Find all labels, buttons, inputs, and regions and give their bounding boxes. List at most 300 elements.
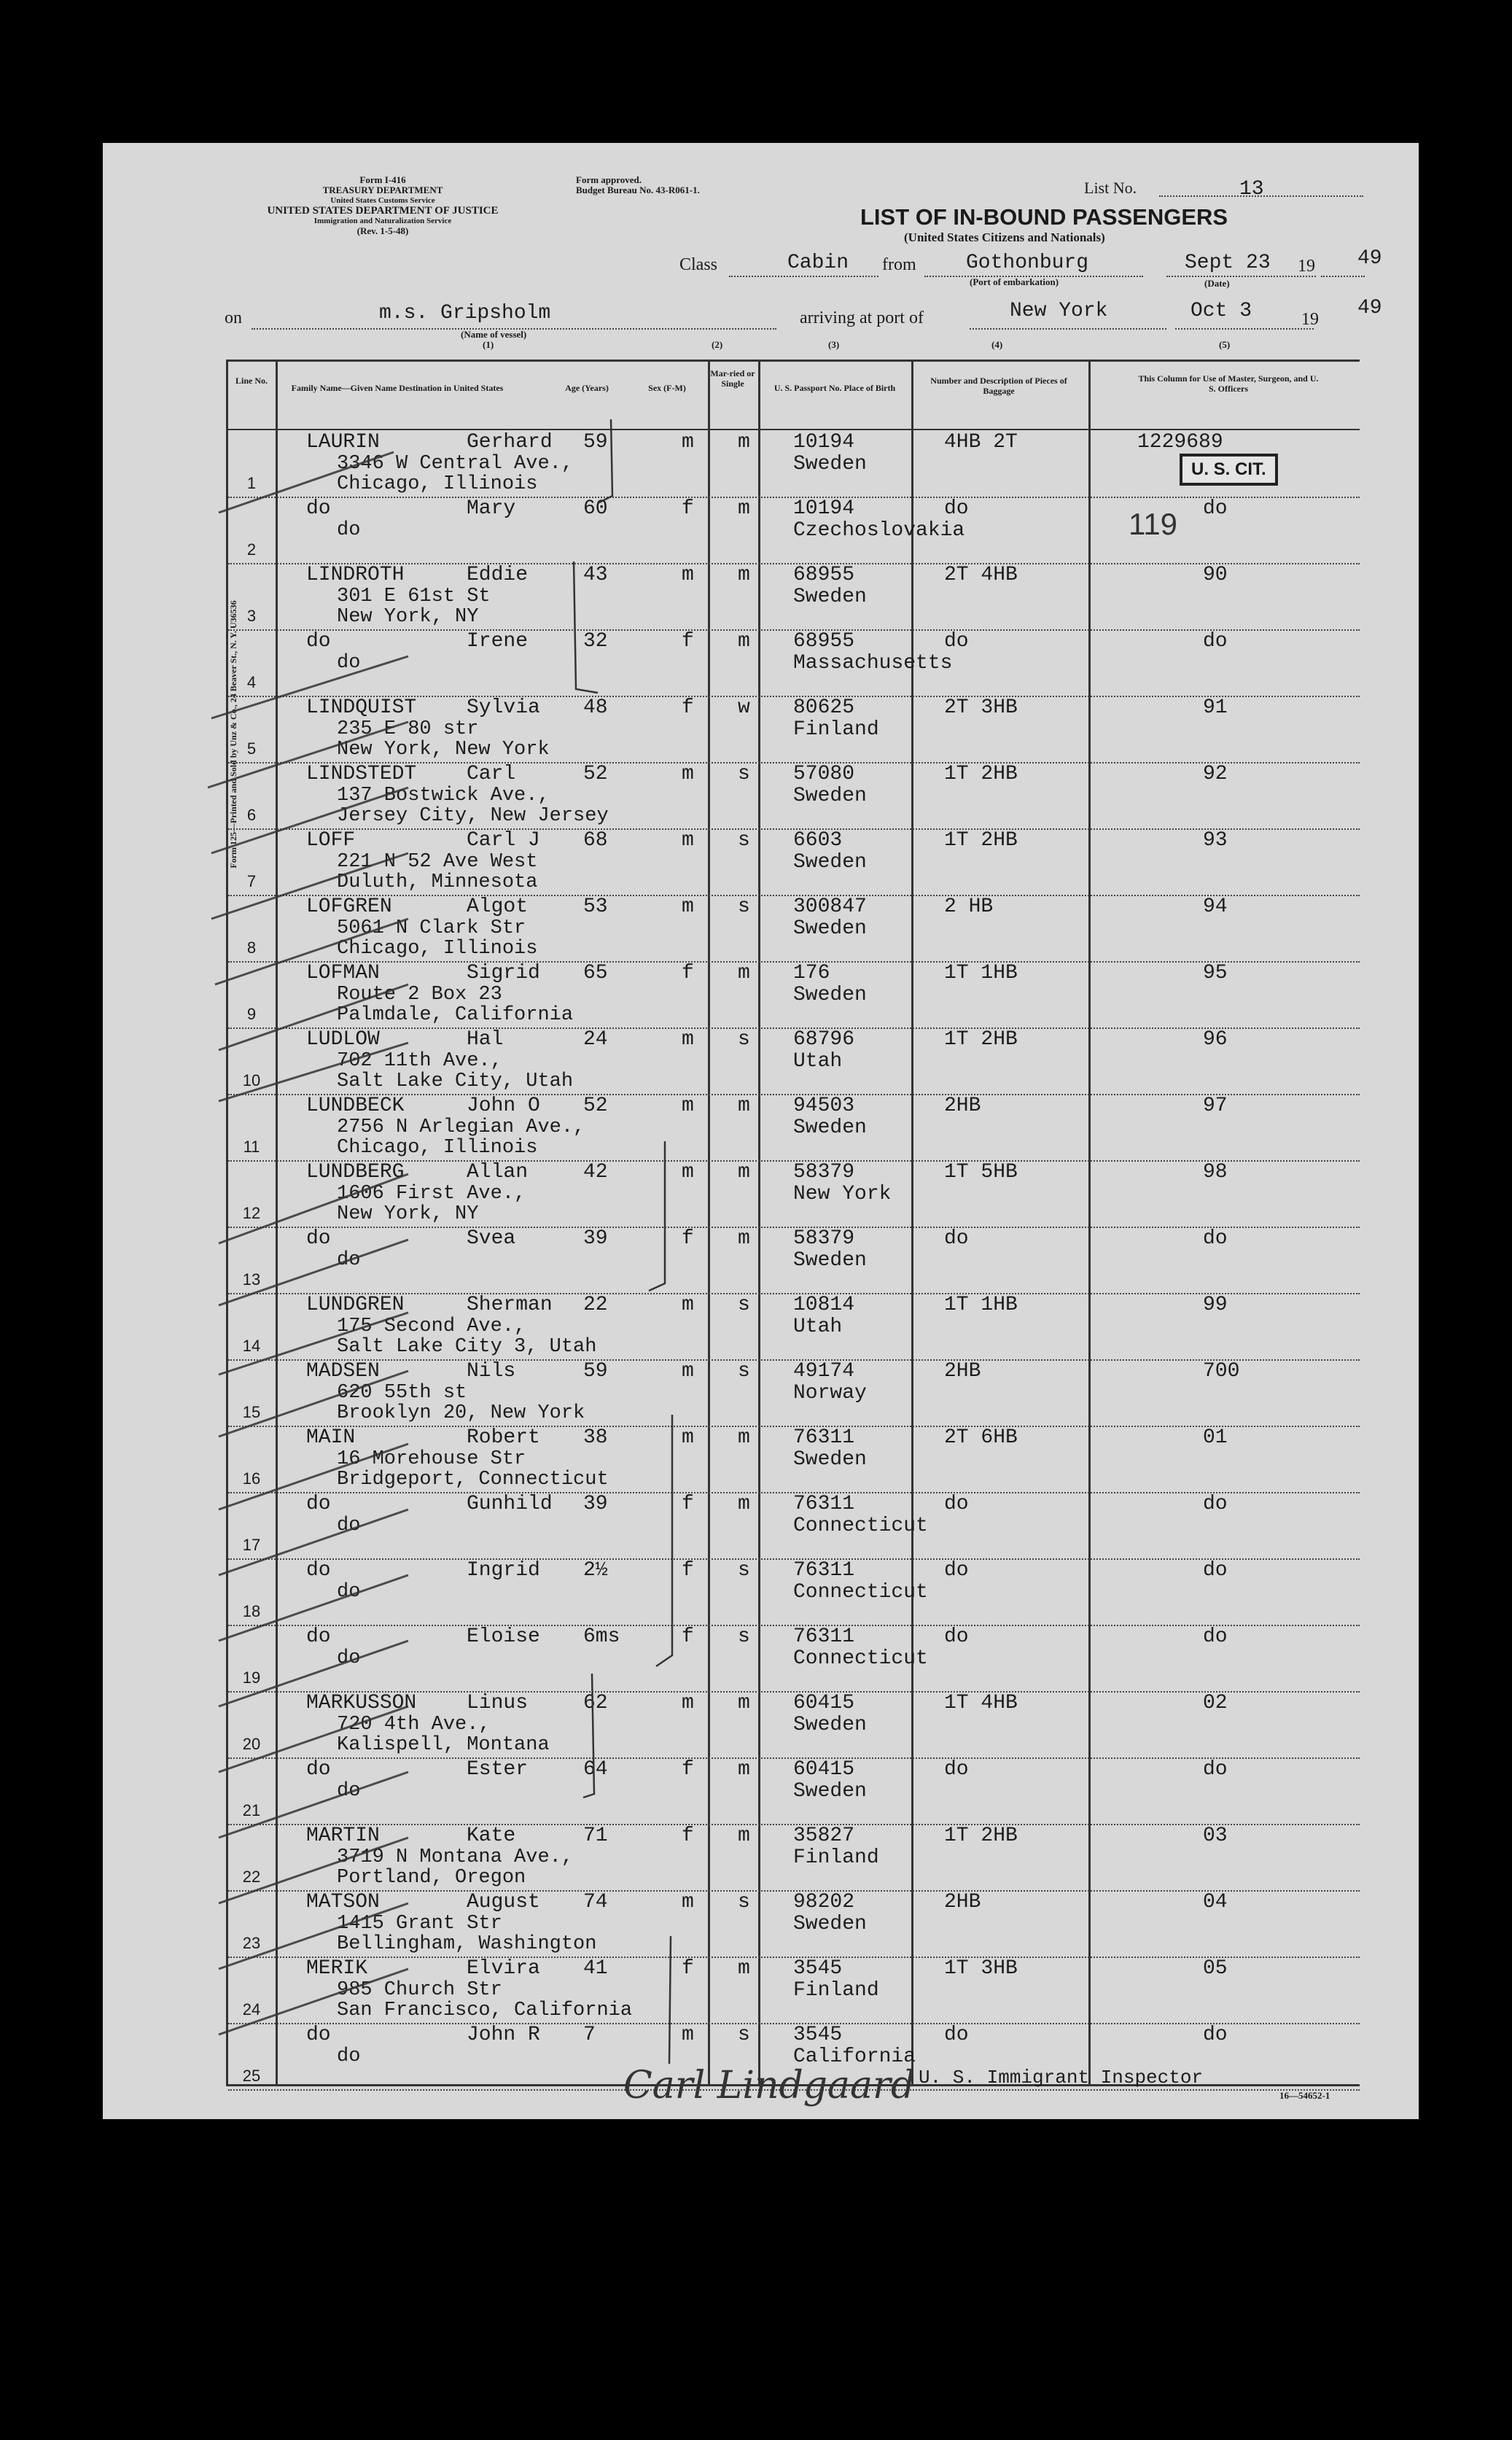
passenger-passport-no: 80625: [793, 696, 855, 719]
passenger-passport-no: 58379: [793, 1161, 855, 1184]
passenger-sex: f: [682, 1957, 694, 1980]
passenger-baggage: do: [944, 497, 969, 520]
passenger-family-name: LINDQUIST: [306, 696, 417, 719]
passenger-sex: m: [682, 895, 694, 918]
passenger-passport-no: 6603: [793, 829, 843, 852]
passenger-passport-no: 176: [793, 962, 830, 984]
passenger-baggage: do: [944, 1559, 969, 1582]
passenger-given-name: Svea: [467, 1227, 516, 1250]
passenger-passport-no: 10814: [793, 1294, 855, 1316]
line-number: 7: [246, 872, 257, 890]
passenger-officer-note: 01: [1203, 1426, 1228, 1449]
passenger-address-line2: Bridgeport, Connecticut: [337, 1469, 609, 1491]
passenger-marital-status: m: [738, 431, 750, 454]
passenger-passport-no: 76311: [793, 1559, 855, 1582]
passenger-family-name: MARTIN: [306, 1825, 380, 1847]
header-officers: This Column for Use of Master, Surgeon, and U. S. Officers: [1138, 373, 1319, 394]
passenger-family-name: do: [306, 1625, 331, 1648]
passenger-birthplace: Sweden: [793, 586, 867, 608]
passenger-given-name: John O: [467, 1095, 540, 1117]
passenger-passport-no: 35827: [793, 1825, 855, 1847]
passenger-birthplace: Sweden: [793, 1913, 867, 1935]
passenger-sex: m: [682, 763, 694, 785]
dept-treasury: TREASURY DEPARTMENT: [322, 184, 443, 195]
passenger-age: 2½: [583, 1559, 608, 1582]
passenger-given-name: Sigrid: [467, 962, 540, 984]
passenger-sex: m: [682, 829, 694, 852]
passenger-baggage: 2T 3HB: [944, 696, 1018, 719]
passenger-marital-status: s: [738, 1559, 750, 1582]
passenger-sex: m: [682, 431, 694, 454]
line-number: 25: [242, 2067, 261, 2085]
from-value: Gothonburg: [966, 252, 1089, 274]
passenger-birthplace: Sweden: [793, 851, 867, 874]
line-number: 22: [242, 1868, 261, 1886]
passenger-given-name: Eddie: [467, 564, 529, 586]
passenger-address-line1: 720 4th Ave.,: [337, 1714, 491, 1736]
passenger-family-name: do: [306, 1758, 331, 1781]
dept-justice-sub: Immigration and Naturalization Service: [313, 217, 452, 225]
passenger-officer-note: do: [1203, 1758, 1228, 1781]
passenger-marital-status: m: [738, 630, 750, 653]
passenger-age: 39: [583, 1493, 608, 1515]
line-number: 8: [246, 939, 257, 957]
passenger-address-line2: Duluth, Minnesota: [337, 871, 538, 893]
year2-value: 49: [1357, 297, 1382, 319]
arrival-port: New York: [1010, 300, 1108, 322]
passenger-sex: f: [682, 696, 694, 719]
passenger-family-name: do: [306, 1493, 331, 1515]
passenger-sex: m: [682, 1692, 694, 1714]
dept-treasury-sub: United States Customs Service: [330, 196, 435, 205]
passenger-baggage: 1T 1HB: [944, 962, 1018, 984]
col3-number: (3): [828, 339, 840, 350]
passenger-address-line1: do: [337, 2045, 361, 2067]
arriving-label: arriving at port of: [800, 308, 924, 327]
on-label: on: [225, 308, 242, 327]
passenger-officer-note: 96: [1203, 1028, 1228, 1051]
passenger-birthplace: Utah: [793, 1316, 843, 1338]
passenger-birthplace: Czechoslovakia: [793, 519, 965, 542]
passenger-officer-note: 90: [1203, 564, 1228, 586]
passenger-baggage: do: [944, 1758, 969, 1781]
passenger-address-line1: 5061 N Clark Str: [337, 917, 526, 939]
passenger-address-line1: 221 N 52 Ave West: [337, 851, 538, 873]
passenger-address-line1: 3346 W Central Ave.,: [337, 453, 574, 475]
passenger-given-name: Carl: [467, 763, 516, 785]
passenger-address-line1: 235 E 80 str: [337, 718, 479, 740]
passenger-baggage: 4HB 2T: [944, 431, 1018, 454]
passenger-address-line2: Salt Lake City, Utah: [337, 1071, 574, 1092]
class-label: Class: [679, 255, 718, 274]
passenger-sex: m: [682, 1294, 694, 1316]
passenger-sex: f: [682, 1559, 694, 1582]
passenger-sex: m: [682, 2024, 694, 2046]
passenger-family-name: do: [306, 1559, 331, 1582]
stamp-text: U. S. CIT.: [1191, 459, 1266, 479]
passenger-age: 38: [583, 1426, 608, 1449]
passenger-sex: f: [682, 497, 694, 520]
passenger-officer-note: 1229689: [1137, 431, 1223, 454]
passenger-officer-note: do: [1203, 2024, 1228, 2046]
passenger-sex: m: [682, 1161, 694, 1184]
revision: (Rev. 1-5-48): [356, 225, 409, 236]
passenger-passport-no: 94503: [793, 1095, 855, 1117]
passenger-birthplace: California: [793, 2045, 916, 2068]
passenger-passport-no: 60415: [793, 1692, 855, 1714]
port-embark-label: (Port of embarkation): [970, 276, 1059, 287]
from-label: from: [882, 255, 916, 274]
passenger-baggage: 1T 2HB: [944, 763, 1018, 785]
line-number: 23: [242, 1934, 261, 1952]
passenger-address-line1: 175 Second Ave.,: [337, 1316, 526, 1337]
passenger-baggage: do: [944, 1625, 969, 1648]
passenger-age: 22: [583, 1294, 608, 1316]
passenger-passport-no: 3545: [793, 2024, 843, 2046]
passenger-birthplace: Sweden: [793, 1714, 867, 1736]
passenger-passport-no: 98202: [793, 1891, 855, 1913]
passenger-officer-note: do: [1203, 1493, 1228, 1515]
passenger-baggage: do: [944, 630, 969, 653]
passenger-address-line1: 16 Morehouse Str: [337, 1448, 526, 1470]
passenger-age: 64: [583, 1758, 608, 1781]
passenger-birthplace: Sweden: [793, 453, 867, 475]
passenger-address-line2: New York, New York: [337, 739, 550, 761]
header-line-no: Line No.: [235, 376, 268, 386]
passenger-address-line2: Palmdale, California: [337, 1004, 574, 1026]
header-name: Family Name—Given Name Destination in United States: [291, 383, 504, 393]
passenger-marital-status: m: [738, 1758, 750, 1781]
passenger-marital-status: s: [738, 1360, 750, 1383]
passenger-birthplace: Sweden: [793, 917, 867, 940]
passenger-baggage: 1T 2HB: [944, 1825, 1018, 1847]
passenger-marital-status: s: [738, 1294, 750, 1316]
stamp-number: 119: [1129, 507, 1177, 541]
passenger-marital-status: s: [738, 829, 750, 852]
passenger-given-name: John R: [467, 2024, 540, 2046]
passenger-age: 59: [583, 431, 608, 454]
passenger-address-line1: do: [337, 1647, 361, 1669]
dept-justice: UNITED STATES DEPARTMENT OF JUSTICE: [267, 205, 499, 217]
passenger-given-name: Robert: [467, 1426, 540, 1449]
col1-number: (1): [483, 339, 494, 350]
passenger-marital-status: m: [738, 1095, 750, 1117]
col2-number: (2): [712, 339, 723, 350]
line-number: 19: [242, 1668, 261, 1687]
passenger-sex: f: [682, 1758, 694, 1781]
passenger-officer-note: 91: [1203, 696, 1228, 719]
passenger-address-line1: do: [337, 652, 361, 674]
passenger-birthplace: Finland: [793, 1979, 879, 2002]
header-age: Age (Years): [565, 383, 609, 393]
form-number: Form I-416: [359, 174, 406, 185]
passenger-baggage: 1T 3HB: [944, 1957, 1018, 1980]
passenger-baggage: 1T 5HB: [944, 1161, 1018, 1184]
passenger-age: 52: [583, 763, 608, 785]
passenger-address-line1: 3719 N Montana Ave.,: [337, 1846, 574, 1868]
passenger-officer-note: 95: [1203, 962, 1228, 984]
line-number: 9: [246, 1005, 257, 1023]
passenger-age: 68: [583, 829, 608, 852]
passenger-birthplace: Sweden: [793, 984, 867, 1006]
passenger-age: 74: [583, 1891, 608, 1913]
passenger-officer-note: do: [1203, 630, 1228, 653]
passenger-sex: m: [682, 1095, 694, 1117]
passenger-passport-no: 68796: [793, 1028, 855, 1051]
passenger-age: 62: [583, 1692, 608, 1714]
passenger-marital-status: s: [738, 2024, 750, 2046]
passenger-passport-no: 10194: [793, 497, 855, 520]
passenger-given-name: Allan: [467, 1161, 529, 1184]
passenger-passport-no: 49174: [793, 1360, 855, 1383]
passenger-marital-status: s: [738, 1891, 750, 1913]
line-number: 18: [242, 1602, 261, 1620]
passenger-officer-note: 92: [1203, 763, 1228, 785]
line-number: 12: [242, 1204, 261, 1222]
passenger-officer-note: 02: [1203, 1692, 1228, 1714]
col5-number: (5): [1219, 339, 1231, 350]
passenger-address-line2: New York, NY: [337, 1203, 479, 1225]
line-number: 15: [242, 1403, 261, 1421]
passenger-officer-note: 05: [1203, 1957, 1228, 1980]
passenger-baggage: 2HB: [944, 1095, 981, 1117]
passenger-birthplace: Sweden: [793, 785, 867, 807]
date2-value: Oct 3: [1190, 300, 1252, 322]
line-number: 17: [242, 1536, 261, 1554]
passenger-baggage: 2HB: [944, 1360, 981, 1383]
budget-bureau: Budget Bureau No. 43-R061-1.: [576, 184, 700, 195]
passenger-address-line2: Chicago, Illinois: [337, 473, 538, 495]
passenger-officer-note: 98: [1203, 1161, 1228, 1184]
passenger-family-name: do: [306, 2024, 331, 2046]
passenger-baggage: 1T 1HB: [944, 1294, 1018, 1316]
passenger-birthplace: Massachusetts: [793, 652, 953, 675]
passenger-marital-status: m: [738, 564, 750, 586]
passenger-baggage: 2T 6HB: [944, 1426, 1018, 1449]
passenger-address-line1: 301 E 61st St: [337, 586, 491, 607]
passenger-officer-note: 700: [1203, 1360, 1240, 1383]
passenger-officer-note: do: [1203, 1625, 1228, 1648]
passenger-address-line1: do: [337, 519, 361, 541]
passenger-age: 41: [583, 1957, 608, 1980]
line-number: 2: [246, 540, 257, 559]
inspector-label: U. S. Immigrant Inspector: [919, 2067, 1204, 2089]
date-label: (Date): [1204, 278, 1230, 289]
passenger-given-name: August: [467, 1891, 540, 1913]
passenger-age: 65: [583, 962, 608, 984]
passenger-address-line2: Jersey City, New Jersey: [337, 805, 609, 827]
passenger-officer-note: do: [1203, 497, 1228, 520]
passenger-marital-status: s: [738, 895, 750, 918]
passenger-family-name: do: [306, 1227, 331, 1250]
passenger-address-line2: San Francisco, California: [337, 2000, 633, 2021]
passenger-birthplace: Utah: [793, 1050, 843, 1073]
passenger-passport-no: 3545: [793, 1957, 843, 1980]
passenger-marital-status: m: [738, 497, 750, 520]
passenger-given-name: Irene: [467, 630, 529, 653]
passenger-address-line1: do: [337, 1780, 361, 1802]
passenger-birthplace: Connecticut: [793, 1515, 928, 1537]
passenger-officer-note: do: [1203, 1559, 1228, 1582]
passenger-family-name: LINDROTH: [306, 564, 405, 586]
header-married: Mar-ried or Single: [710, 368, 755, 389]
header-baggage: Number and Description of Pieces of Baggage: [930, 376, 1067, 396]
passenger-baggage: 1T 2HB: [944, 829, 1018, 852]
passenger-given-name: Elvira: [467, 1957, 540, 1980]
passenger-address-line1: 985 Church Str: [337, 1979, 502, 2001]
passenger-officer-note: 97: [1203, 1095, 1228, 1117]
passenger-officer-note: do: [1203, 1227, 1228, 1250]
passenger-birthplace: Sweden: [793, 1448, 867, 1471]
passenger-family-name: MADSEN: [306, 1360, 380, 1383]
passenger-age: 59: [583, 1360, 608, 1383]
passenger-officer-note: 93: [1203, 829, 1228, 852]
passenger-family-name: LUNDGREN: [306, 1294, 405, 1316]
header-passport: U. S. Passport No. Place of Birth: [773, 383, 896, 393]
line-number: 6: [246, 806, 257, 824]
passenger-age: 43: [583, 564, 608, 586]
passenger-birthplace: Sweden: [793, 1249, 867, 1272]
passenger-passport-no: 76311: [793, 1426, 855, 1449]
line-number: 11: [243, 1138, 260, 1156]
passenger-officer-note: 03: [1203, 1825, 1228, 1847]
line-number: 14: [242, 1337, 261, 1355]
line-number: 4: [246, 673, 257, 691]
passenger-address-line2: Portland, Oregon: [337, 1867, 526, 1889]
passenger-sex: m: [682, 1360, 694, 1383]
passenger-officer-note: 04: [1203, 1891, 1228, 1913]
passenger-sex: f: [682, 1227, 694, 1250]
passenger-birthplace: Norway: [793, 1382, 867, 1404]
passenger-address-line1: do: [337, 1249, 361, 1271]
passenger-baggage: do: [944, 1493, 969, 1515]
line-number: 24: [242, 2000, 261, 2019]
passenger-marital-status: m: [738, 1161, 750, 1184]
year1-prefix: 19: [1298, 257, 1315, 276]
inspector-signature: [623, 2064, 915, 2107]
passenger-family-name: LOFF: [306, 829, 356, 852]
line-number: 1: [246, 474, 257, 492]
passenger-passport-no: 300847: [793, 895, 867, 918]
passenger-family-name: LINDSTEDT: [306, 763, 417, 785]
passenger-marital-status: w: [738, 696, 750, 719]
signature-text: Carl Lindgaard: [623, 2064, 916, 2107]
passenger-given-name: Ester: [467, 1758, 529, 1781]
passenger-address-line2: Salt Lake City 3, Utah: [337, 1336, 597, 1358]
passenger-family-name: MATSON: [306, 1891, 380, 1913]
passenger-marital-status: s: [738, 1625, 750, 1648]
page-title: LIST OF IN-BOUND PASSENGERS: [860, 204, 1228, 230]
passenger-family-name: LUNDBERG: [306, 1161, 405, 1184]
passenger-given-name: Sylvia: [467, 696, 540, 719]
passenger-address-line1: 2756 N Arlegian Ave.,: [337, 1116, 585, 1138]
passenger-address-line2: New York, NY: [337, 606, 479, 628]
side-printer-text: Form 125—Printed and Sold by Unz & Co., 24 Beaver St., N. Y. U36536: [228, 600, 238, 869]
passenger-sex: f: [682, 630, 694, 653]
passenger-age: 39: [583, 1227, 608, 1250]
passenger-baggage: do: [944, 2024, 969, 2046]
line-number: 20: [242, 1735, 261, 1753]
passenger-marital-status: m: [738, 1227, 750, 1250]
form-approved: Form approved.: [576, 174, 642, 185]
passenger-birthplace: Finland: [793, 1846, 879, 1869]
passenger-sex: m: [682, 1426, 694, 1449]
passenger-family-name: LOFGREN: [306, 895, 392, 918]
passenger-family-name: LAURIN: [306, 431, 380, 454]
passenger-sex: m: [682, 564, 694, 586]
passenger-age: 32: [583, 630, 608, 653]
passenger-sex: f: [682, 962, 694, 984]
passenger-age: 6ms: [583, 1625, 620, 1648]
passenger-officer-note: 99: [1203, 1294, 1228, 1316]
line-number: 16: [242, 1469, 261, 1488]
passenger-marital-status: m: [738, 1426, 750, 1449]
passenger-address-line2: Chicago, Illinois: [337, 1137, 538, 1159]
passenger-marital-status: s: [738, 763, 750, 785]
passenger-given-name: Linus: [467, 1692, 529, 1714]
passenger-birthplace: Sweden: [793, 1116, 867, 1139]
passenger-age: 60: [583, 497, 608, 520]
passenger-family-name: MERIK: [306, 1957, 368, 1980]
year1-value: 49: [1357, 247, 1382, 270]
passenger-passport-no: 68955: [793, 630, 855, 653]
year2-prefix: 19: [1301, 310, 1319, 329]
passenger-age: 42: [583, 1161, 608, 1184]
passenger-given-name: Nils: [467, 1360, 516, 1383]
line-number: 3: [246, 607, 257, 625]
passenger-address-line1: 137 Bostwick Ave.,: [337, 785, 550, 807]
passenger-passport-no: 76311: [793, 1625, 855, 1648]
passenger-family-name: do: [306, 497, 331, 520]
passenger-age: 53: [583, 895, 608, 918]
header-sex: Sex (F-M): [648, 383, 686, 393]
passenger-given-name: Ingrid: [467, 1559, 540, 1582]
passenger-passport-no: 10194: [793, 431, 855, 454]
passenger-given-name: Gunhild: [467, 1493, 553, 1515]
line-number: 13: [242, 1270, 261, 1289]
passenger-marital-status: m: [738, 1493, 750, 1515]
passenger-officer-note: 94: [1203, 895, 1228, 918]
passenger-marital-status: s: [738, 1028, 750, 1051]
passenger-address-line2: Kalispell, Montana: [337, 1734, 550, 1756]
passenger-passport-no: 57080: [793, 763, 855, 785]
passenger-family-name: do: [306, 630, 331, 653]
passenger-birthplace: Sweden: [793, 1780, 867, 1803]
footer-code: 16—54652-1: [1279, 2090, 1330, 2101]
list-no-value: 13: [1239, 178, 1264, 201]
passenger-age: 48: [583, 696, 608, 719]
col4-number: (4): [991, 339, 1003, 350]
passenger-age: 24: [583, 1028, 608, 1051]
page-subtitle: (United States Citizens and Nationals): [904, 230, 1105, 244]
passenger-given-name: Kate: [467, 1825, 516, 1847]
passenger-address-line1: 1606 First Ave.,: [337, 1183, 526, 1205]
passenger-address-line2: Bellingham, Washington: [337, 1933, 597, 1955]
passenger-sex: f: [682, 1493, 694, 1515]
passenger-baggage: do: [944, 1227, 969, 1250]
passenger-baggage: 1T 4HB: [944, 1692, 1018, 1714]
passenger-age: 52: [583, 1095, 608, 1117]
passenger-birthplace: Finland: [793, 718, 879, 741]
line-number: 21: [242, 1801, 261, 1819]
passenger-address-line1: do: [337, 1581, 361, 1603]
passenger-given-name: Hal: [467, 1028, 504, 1051]
passenger-family-name: LUDLOW: [306, 1028, 380, 1051]
passenger-given-name: Carl J: [467, 829, 540, 852]
line-number: 10: [242, 1071, 261, 1089]
passenger-birthplace: New York: [793, 1183, 892, 1205]
passenger-birthplace: Connecticut: [793, 1581, 928, 1604]
